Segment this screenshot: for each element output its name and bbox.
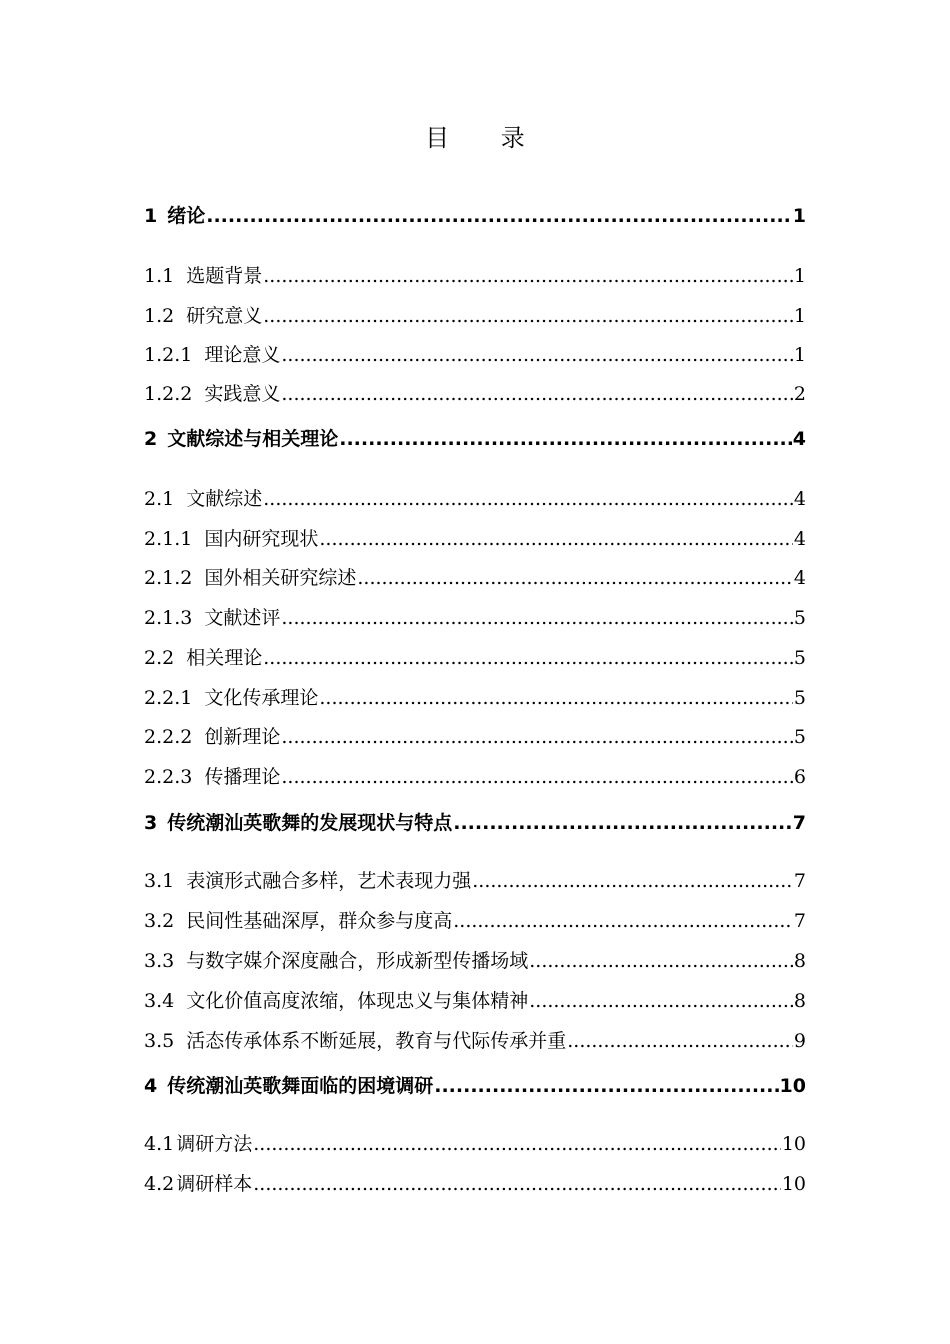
page-title: 目 录 [425, 124, 547, 152]
toc-entry-text: 民间性基础深厚，群众参与度高 [186, 910, 453, 932]
toc-entry[interactable] [144, 524, 806, 554]
toc-entry-number: 2.2 [144, 647, 175, 669]
toc-entry-label [144, 261, 262, 291]
dot-leader [453, 906, 793, 936]
toc-entry[interactable] [144, 261, 806, 291]
dot-leader [319, 524, 793, 554]
toc-entry[interactable] [144, 379, 806, 409]
toc-entry-text: 表演形式融合多样，艺术表现力强 [186, 870, 472, 892]
toc-entry-page: 1 [793, 265, 806, 287]
toc-entry-number: 1.1 [144, 265, 175, 287]
toc-entry-number: 3.5 [144, 1030, 175, 1052]
toc-entry-text: 绪论 [167, 205, 206, 227]
toc-entry-text: 调研方法 [176, 1133, 253, 1155]
toc-entry-text: 国外相关研究综述 [204, 567, 357, 589]
toc-entry-number: 3.1 [144, 870, 175, 892]
toc-entry-label [144, 524, 318, 554]
toc-entry-page: 4 [793, 567, 806, 589]
toc-entry-number: 4.2 [144, 1173, 175, 1195]
toc-entry-label [144, 906, 452, 936]
toc-entry-page: 4 [793, 488, 806, 510]
toc-entry-text: 选题背景 [186, 265, 263, 287]
dot-leader [567, 1026, 793, 1056]
dot-leader [253, 1169, 781, 1199]
dot-leader [253, 1129, 781, 1159]
toc-entry-number: 4 [144, 1075, 158, 1097]
toc-entry-page: 7 [793, 910, 806, 932]
toc-entry-page: 10 [781, 1173, 806, 1195]
toc-entry-text: 活态传承体系不断延展，教育与代际传承并重 [186, 1030, 567, 1052]
toc-entry[interactable] [144, 1169, 806, 1199]
toc-entry-page: 10 [781, 1133, 806, 1155]
toc-entry-number: 2.2.2 [144, 726, 193, 748]
dot-leader [319, 683, 793, 713]
toc-entry-text: 传播理论 [204, 766, 281, 788]
toc-entry-page: 6 [793, 766, 806, 788]
toc-entry-number: 1.2.1 [144, 344, 193, 366]
toc-entry-text: 调研样本 [176, 1173, 253, 1195]
toc-entry-label [144, 201, 205, 231]
toc-entry-label [144, 986, 528, 1016]
toc-entry-text: 传统潮汕英歌舞面临的困境调研 [167, 1075, 434, 1097]
toc-entry[interactable] [144, 762, 806, 792]
toc-entry-page: 5 [793, 607, 806, 629]
toc-entry-label [144, 946, 528, 976]
dot-leader [281, 722, 793, 752]
toc-entry-number: 3 [144, 812, 158, 834]
toc-entry[interactable] [144, 484, 806, 514]
toc-entry-label [144, 866, 471, 896]
toc-entry-number: 2.2.1 [144, 687, 193, 709]
toc-entry[interactable] [144, 603, 806, 633]
toc-entry-label [144, 340, 280, 370]
toc-entry[interactable] [144, 946, 806, 976]
toc-entry-page: 4 [792, 428, 806, 450]
toc-entry-label [144, 603, 280, 633]
toc-entry-label [144, 643, 262, 673]
dot-leader [281, 762, 793, 792]
toc-entry-page: 1 [793, 305, 806, 327]
toc-entry-label [144, 762, 280, 792]
toc-entry[interactable] [144, 643, 806, 673]
toc-entry[interactable] [144, 1071, 806, 1101]
dot-leader [281, 340, 793, 370]
toc-entry-label [144, 379, 280, 409]
toc-entry[interactable] [144, 683, 806, 713]
toc-entry-number: 2 [144, 428, 158, 450]
toc-entry-label [144, 722, 280, 752]
toc-entry-number: 3.4 [144, 990, 175, 1012]
toc-entry-page: 1 [792, 205, 806, 227]
toc-entry-text: 传统潮汕英歌舞的发展现状与特点 [167, 812, 453, 834]
toc-entry[interactable] [144, 906, 806, 936]
toc-entry-text: 实践意义 [204, 383, 281, 405]
toc-entry[interactable] [144, 986, 806, 1016]
toc-entry-text: 文献综述与相关理论 [167, 428, 339, 450]
toc-entry-label [144, 683, 318, 713]
toc-entry-number: 1.2.2 [144, 383, 193, 405]
toc-entry-text: 国内研究现状 [204, 528, 319, 550]
toc-entry-number: 1 [144, 205, 158, 227]
toc-entry-label [144, 301, 262, 331]
toc-entry-number: 2.1 [144, 488, 175, 510]
toc-entry-label [144, 808, 452, 838]
toc-entry[interactable] [144, 340, 806, 370]
toc-entry-label [144, 484, 262, 514]
dot-leader [263, 261, 793, 291]
dot-leader [206, 201, 792, 231]
toc-entry-text: 文献综述 [186, 488, 263, 510]
toc-entry-page: 9 [793, 1030, 806, 1052]
toc-entry-label [144, 424, 338, 454]
toc-entry-page: 2 [793, 383, 806, 405]
dot-leader [529, 986, 793, 1016]
dot-leader [263, 643, 793, 673]
toc-entry-number: 2.2.3 [144, 766, 193, 788]
toc-entry[interactable] [144, 563, 806, 593]
toc-entry-text: 文化价值高度浓缩，体现忠义与集体精神 [186, 990, 529, 1012]
dot-leader [529, 946, 793, 976]
dot-leader [263, 484, 793, 514]
dot-leader [281, 603, 793, 633]
toc-entry-number: 2.1.2 [144, 567, 193, 589]
toc-entry-text: 文献述评 [204, 607, 281, 629]
toc-entry-number: 4.1 [144, 1133, 175, 1155]
toc-entry-page: 5 [793, 687, 806, 709]
toc-entry-number: 3.2 [144, 910, 175, 932]
dot-leader [453, 808, 792, 838]
toc-entry[interactable] [144, 1129, 806, 1159]
toc-entry-page: 7 [792, 812, 806, 834]
toc-entry-number: 3.3 [144, 950, 175, 972]
toc-entry-page: 4 [793, 528, 806, 550]
toc-entry-number: 1.2 [144, 305, 175, 327]
toc-entry-page: 8 [793, 990, 806, 1012]
toc-entry-page: 8 [793, 950, 806, 972]
toc-entry-text: 与数字媒介深度融合，形成新型传播场域 [186, 950, 529, 972]
dot-leader [263, 301, 793, 331]
toc-entry-page: 10 [779, 1075, 806, 1097]
dot-leader [472, 866, 793, 896]
toc-entry-number: 2.1.1 [144, 528, 193, 550]
toc-entry-text: 创新理论 [204, 726, 281, 748]
toc-entry-label [144, 1129, 252, 1159]
dot-leader [357, 563, 793, 593]
toc-entry[interactable] [144, 722, 806, 752]
toc-entry-page: 5 [793, 647, 806, 669]
toc-entry-page: 7 [793, 870, 806, 892]
toc-entry-text: 理论意义 [204, 344, 281, 366]
toc-entry-page: 1 [793, 344, 806, 366]
toc-entry-label [144, 563, 356, 593]
toc-entry-text: 相关理论 [186, 647, 263, 669]
toc-entry-page: 5 [793, 726, 806, 748]
toc-entry[interactable] [144, 301, 806, 331]
toc-entry[interactable] [144, 201, 806, 231]
toc-entry-label [144, 1169, 252, 1199]
toc-entry[interactable] [144, 808, 806, 838]
toc-entry-text: 文化传承理论 [204, 687, 319, 709]
toc-entry-text: 研究意义 [186, 305, 263, 327]
toc-entry-label [144, 1026, 566, 1056]
toc-entry[interactable] [144, 866, 806, 896]
toc-entry[interactable] [144, 1026, 806, 1056]
toc-entry[interactable] [144, 424, 806, 454]
dot-leader [434, 1071, 778, 1101]
dot-leader [281, 379, 793, 409]
toc-entry-number: 2.1.3 [144, 607, 193, 629]
toc-entry-label [144, 1071, 433, 1101]
dot-leader [339, 424, 792, 454]
